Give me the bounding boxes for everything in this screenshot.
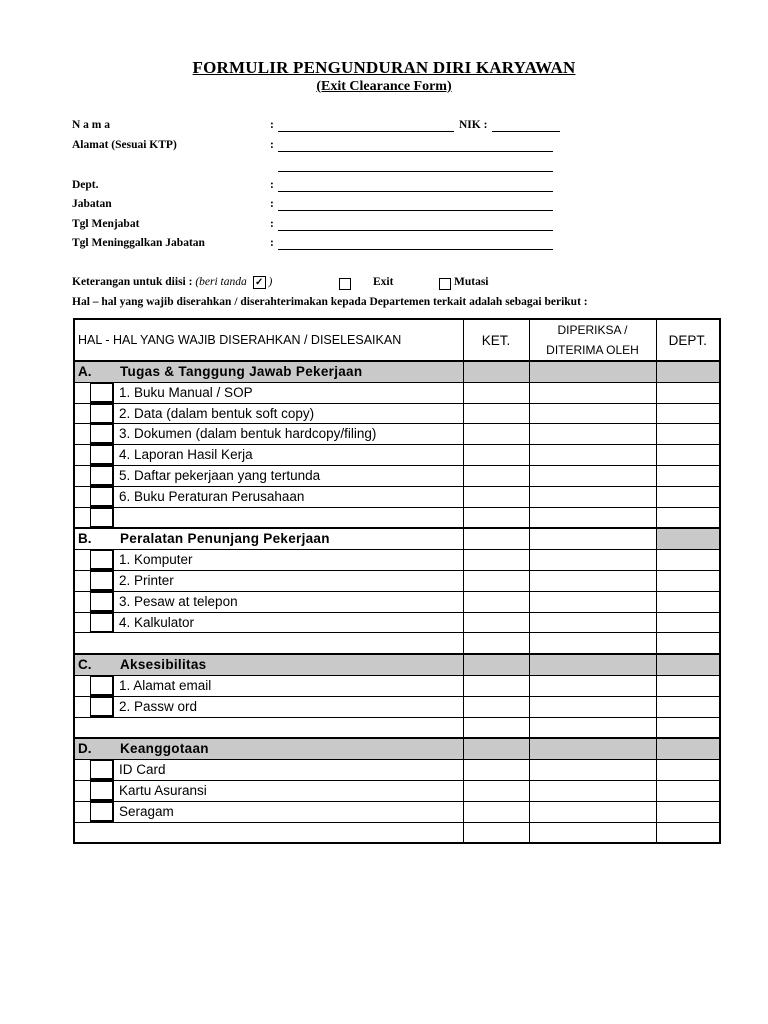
label-alamat: Alamat (Sesuai KTP) bbox=[72, 139, 177, 151]
nama-input-line[interactable] bbox=[278, 131, 454, 132]
table-row bbox=[74, 717, 720, 738]
header-diperiksa-line1: DIPERIKSA / bbox=[557, 323, 628, 337]
tgl-meninggalkan-input-line[interactable] bbox=[278, 249, 553, 250]
diperiksa-cell[interactable] bbox=[529, 382, 656, 403]
item-cell bbox=[74, 675, 463, 696]
diperiksa-cell[interactable] bbox=[529, 465, 656, 486]
table-header-row bbox=[74, 319, 720, 361]
form-title: FORMULIR PENGUNDURAN DIRI KARYAWAN bbox=[192, 58, 576, 77]
diperiksa-cell[interactable] bbox=[529, 822, 656, 843]
dept-cell[interactable] bbox=[656, 675, 720, 696]
dept-cell[interactable] bbox=[656, 465, 720, 486]
dept-cell[interactable] bbox=[656, 550, 720, 571]
colon: : bbox=[270, 179, 274, 191]
ket-cell[interactable] bbox=[463, 696, 529, 717]
item-cell bbox=[74, 760, 463, 781]
dept-cell[interactable] bbox=[656, 760, 720, 781]
section-row-a bbox=[74, 361, 720, 382]
header-dept: DEPT. bbox=[656, 319, 720, 361]
item-label: 4. Kalkulator bbox=[119, 614, 195, 630]
dept-cell[interactable] bbox=[656, 780, 720, 801]
diperiksa-cell[interactable] bbox=[529, 633, 656, 654]
diperiksa-cell[interactable] bbox=[529, 738, 656, 759]
table-row bbox=[74, 675, 720, 696]
tgl-menjabat-input-line[interactable] bbox=[278, 230, 553, 231]
diperiksa-cell[interactable] bbox=[529, 570, 656, 591]
section-row-b bbox=[74, 528, 720, 549]
table-row bbox=[74, 822, 720, 843]
diperiksa-cell[interactable] bbox=[529, 612, 656, 633]
alamat-input-line-1[interactable] bbox=[278, 151, 553, 152]
dept-cell[interactable] bbox=[656, 445, 720, 466]
item-cell bbox=[74, 822, 463, 843]
check-mark-icon: ✓ bbox=[253, 276, 266, 289]
item-label: 1. Komputer bbox=[119, 552, 193, 568]
colon: : bbox=[270, 198, 274, 210]
diperiksa-cell[interactable] bbox=[529, 801, 656, 822]
ket-cell[interactable] bbox=[463, 528, 529, 549]
colon: : bbox=[270, 119, 274, 131]
table-row bbox=[74, 801, 720, 822]
item-label: 5. Daftar pekerjaan yang tertunda bbox=[119, 467, 321, 483]
ket-cell[interactable] bbox=[463, 612, 529, 633]
section-letter: D. bbox=[78, 741, 92, 757]
diperiksa-cell[interactable] bbox=[529, 424, 656, 445]
dept-cell[interactable] bbox=[656, 822, 720, 843]
dept-cell[interactable] bbox=[656, 654, 720, 675]
section-letter: A. bbox=[78, 364, 92, 379]
option-mutasi-label: Mutasi bbox=[454, 276, 489, 288]
diperiksa-cell[interactable] bbox=[529, 486, 656, 507]
item-checkbox[interactable] bbox=[90, 697, 114, 717]
item-cell bbox=[74, 403, 463, 424]
label-dept: Dept. bbox=[72, 179, 99, 191]
table-row bbox=[74, 382, 720, 403]
item-cell bbox=[74, 801, 463, 822]
section-heading bbox=[74, 654, 463, 675]
item-checkbox[interactable] bbox=[90, 571, 114, 591]
diperiksa-cell[interactable] bbox=[529, 675, 656, 696]
ket-cell[interactable] bbox=[463, 486, 529, 507]
table-row bbox=[74, 696, 720, 717]
item-cell bbox=[74, 486, 463, 507]
diperiksa-cell[interactable] bbox=[529, 591, 656, 612]
ket-cell[interactable] bbox=[463, 717, 529, 738]
ket-cell[interactable] bbox=[463, 654, 529, 675]
item-cell bbox=[74, 465, 463, 486]
diperiksa-cell[interactable] bbox=[529, 550, 656, 571]
item-cell bbox=[74, 591, 463, 612]
table-row bbox=[74, 550, 720, 571]
dept-cell[interactable] bbox=[656, 591, 720, 612]
table-row bbox=[74, 570, 720, 591]
nik-input-line[interactable] bbox=[492, 131, 560, 132]
form-subtitle: (Exit Clearance Form) bbox=[316, 79, 452, 94]
ket-cell[interactable] bbox=[463, 570, 529, 591]
item-checkbox[interactable] bbox=[90, 383, 114, 403]
item-cell bbox=[74, 445, 463, 466]
ket-cell[interactable] bbox=[463, 780, 529, 801]
item-label: 2. Passw ord bbox=[119, 698, 198, 714]
item-label: Kartu Asuransi bbox=[119, 782, 207, 798]
colon: : bbox=[270, 237, 274, 249]
item-checkbox[interactable] bbox=[90, 487, 114, 507]
label-jabatan: Jabatan bbox=[72, 198, 112, 210]
dept-cell[interactable] bbox=[656, 382, 720, 403]
diperiksa-cell[interactable] bbox=[529, 445, 656, 466]
item-cell bbox=[74, 696, 463, 717]
table-row bbox=[74, 633, 720, 654]
diperiksa-cell[interactable] bbox=[529, 507, 656, 528]
ket-cell[interactable] bbox=[463, 591, 529, 612]
colon: : bbox=[270, 139, 274, 151]
section-heading bbox=[74, 738, 463, 759]
ket-cell[interactable] bbox=[463, 382, 529, 403]
table-row bbox=[74, 507, 720, 528]
header-diperiksa-line2: DITERIMA OLEH bbox=[546, 343, 639, 357]
ket-cell[interactable] bbox=[463, 675, 529, 696]
ket-cell[interactable] bbox=[463, 424, 529, 445]
item-checkbox[interactable] bbox=[90, 466, 114, 486]
dept-cell[interactable] bbox=[656, 486, 720, 507]
diperiksa-cell[interactable] bbox=[529, 403, 656, 424]
dept-cell[interactable] bbox=[656, 633, 720, 654]
dept-cell[interactable] bbox=[656, 801, 720, 822]
item-label: 3. Dokumen (dalam bentuk hardcopy/filing) bbox=[119, 426, 377, 442]
item-label: 6. Buku Peraturan Perusahaan bbox=[119, 488, 305, 504]
item-checkbox[interactable] bbox=[90, 613, 114, 633]
clearance-table bbox=[73, 318, 721, 844]
section-title: Tugas & Tanggung Jawab Pekerjaan bbox=[120, 364, 363, 379]
dept-cell[interactable] bbox=[656, 403, 720, 424]
label-nik: NIK : bbox=[459, 119, 488, 131]
ket-cell[interactable] bbox=[463, 738, 529, 759]
keterangan-hint: (beri tanda bbox=[195, 276, 247, 288]
item-checkbox[interactable] bbox=[90, 802, 114, 822]
section-letter: B. bbox=[78, 531, 92, 547]
table-row bbox=[74, 403, 720, 424]
item-checkbox[interactable] bbox=[90, 592, 114, 612]
instruction-text: Hal – hal yang wajib diserahkan / diserahterimakan kepada Departemen terkait adalah sebagai berikut : bbox=[72, 296, 588, 308]
header-diperiksa bbox=[529, 319, 656, 361]
dept-cell[interactable] bbox=[656, 738, 720, 759]
table-row bbox=[74, 780, 720, 801]
item-checkbox[interactable] bbox=[90, 508, 114, 528]
table-row bbox=[74, 445, 720, 466]
diperiksa-cell[interactable] bbox=[529, 528, 656, 549]
item-cell bbox=[74, 780, 463, 801]
section-title: Peralatan Penunjang Pekerjaan bbox=[120, 531, 330, 547]
ket-cell[interactable] bbox=[463, 550, 529, 571]
ket-cell[interactable] bbox=[463, 403, 529, 424]
label-tgl-menjabat: Tgl Menjabat bbox=[72, 218, 140, 230]
item-cell bbox=[74, 550, 463, 571]
section-title: Keanggotaan bbox=[120, 741, 209, 757]
keterangan-hint-close: ) bbox=[268, 276, 273, 288]
item-checkbox[interactable] bbox=[90, 676, 114, 696]
item-checkbox[interactable] bbox=[90, 424, 114, 444]
dept-cell[interactable] bbox=[656, 528, 720, 549]
dept-cell[interactable] bbox=[656, 424, 720, 445]
label-nama: N a m a bbox=[72, 119, 111, 131]
section-title: Aksesibilitas bbox=[120, 657, 207, 673]
mutasi-checkbox[interactable] bbox=[439, 278, 451, 290]
dept-cell[interactable] bbox=[656, 361, 720, 382]
header-item: HAL - HAL YANG WAJIB DISERAHKAN / DISELESAIKAN bbox=[74, 319, 463, 361]
item-label: 2. Data (dalam bentuk soft copy) bbox=[119, 405, 315, 421]
item-label: 2. Printer bbox=[119, 572, 174, 588]
diperiksa-cell[interactable] bbox=[529, 760, 656, 781]
option-exit-label: Exit bbox=[373, 276, 394, 288]
label-tgl-meninggalkan: Tgl Meninggalkan Jabatan bbox=[72, 237, 205, 249]
item-label: ID Card bbox=[119, 762, 166, 778]
item-cell bbox=[74, 424, 463, 445]
item-cell bbox=[74, 382, 463, 403]
item-checkbox[interactable] bbox=[90, 404, 114, 424]
ket-cell[interactable] bbox=[463, 633, 529, 654]
ket-cell[interactable] bbox=[463, 760, 529, 781]
diperiksa-cell[interactable] bbox=[529, 696, 656, 717]
item-cell bbox=[74, 633, 463, 654]
table-row bbox=[74, 465, 720, 486]
dept-cell[interactable] bbox=[656, 612, 720, 633]
item-cell bbox=[74, 612, 463, 633]
item-checkbox[interactable] bbox=[90, 781, 114, 801]
dept-input-line[interactable] bbox=[278, 191, 553, 192]
item-checkbox[interactable] bbox=[90, 550, 114, 570]
item-cell bbox=[74, 570, 463, 591]
colon: : bbox=[270, 218, 274, 230]
table-row bbox=[74, 486, 720, 507]
exit-checkbox[interactable] bbox=[339, 278, 351, 290]
keterangan-label bbox=[72, 276, 272, 289]
diperiksa-cell[interactable] bbox=[529, 361, 656, 382]
header-ket: KET. bbox=[463, 319, 529, 361]
item-cell bbox=[74, 507, 463, 528]
ket-cell[interactable] bbox=[463, 801, 529, 822]
item-label: 4. Laporan Hasil Kerja bbox=[119, 447, 253, 463]
item-label: 3. Pesaw at telepon bbox=[119, 593, 238, 609]
table-row bbox=[74, 591, 720, 612]
table-row bbox=[74, 612, 720, 633]
dept-cell[interactable] bbox=[656, 507, 720, 528]
section-heading bbox=[74, 361, 463, 382]
section-row-c bbox=[74, 654, 720, 675]
dept-cell[interactable] bbox=[656, 570, 720, 591]
table-row bbox=[74, 760, 720, 781]
ket-cell[interactable] bbox=[463, 465, 529, 486]
alamat-input-line-2[interactable] bbox=[278, 171, 553, 172]
section-letter: C. bbox=[78, 657, 92, 673]
section-heading bbox=[74, 528, 463, 549]
item-label: Seragam bbox=[119, 803, 174, 819]
item-checkbox[interactable] bbox=[90, 760, 114, 780]
ket-cell[interactable] bbox=[463, 361, 529, 382]
ket-cell[interactable] bbox=[463, 445, 529, 466]
ket-cell[interactable] bbox=[463, 822, 529, 843]
keterangan-text: Keterangan untuk diisi : bbox=[72, 276, 193, 288]
dept-cell[interactable] bbox=[656, 717, 720, 738]
ket-cell[interactable] bbox=[463, 507, 529, 528]
item-label: 1. Alamat email bbox=[119, 677, 212, 693]
item-checkbox[interactable] bbox=[90, 445, 114, 465]
jabatan-input-line[interactable] bbox=[278, 210, 553, 211]
diperiksa-cell[interactable] bbox=[529, 654, 656, 675]
table-row bbox=[74, 424, 720, 445]
section-row-d bbox=[74, 738, 720, 759]
item-cell bbox=[74, 717, 463, 738]
item-label: 1. Buku Manual / SOP bbox=[119, 384, 253, 400]
dept-cell[interactable] bbox=[656, 696, 720, 717]
diperiksa-cell[interactable] bbox=[529, 780, 656, 801]
diperiksa-cell[interactable] bbox=[529, 717, 656, 738]
